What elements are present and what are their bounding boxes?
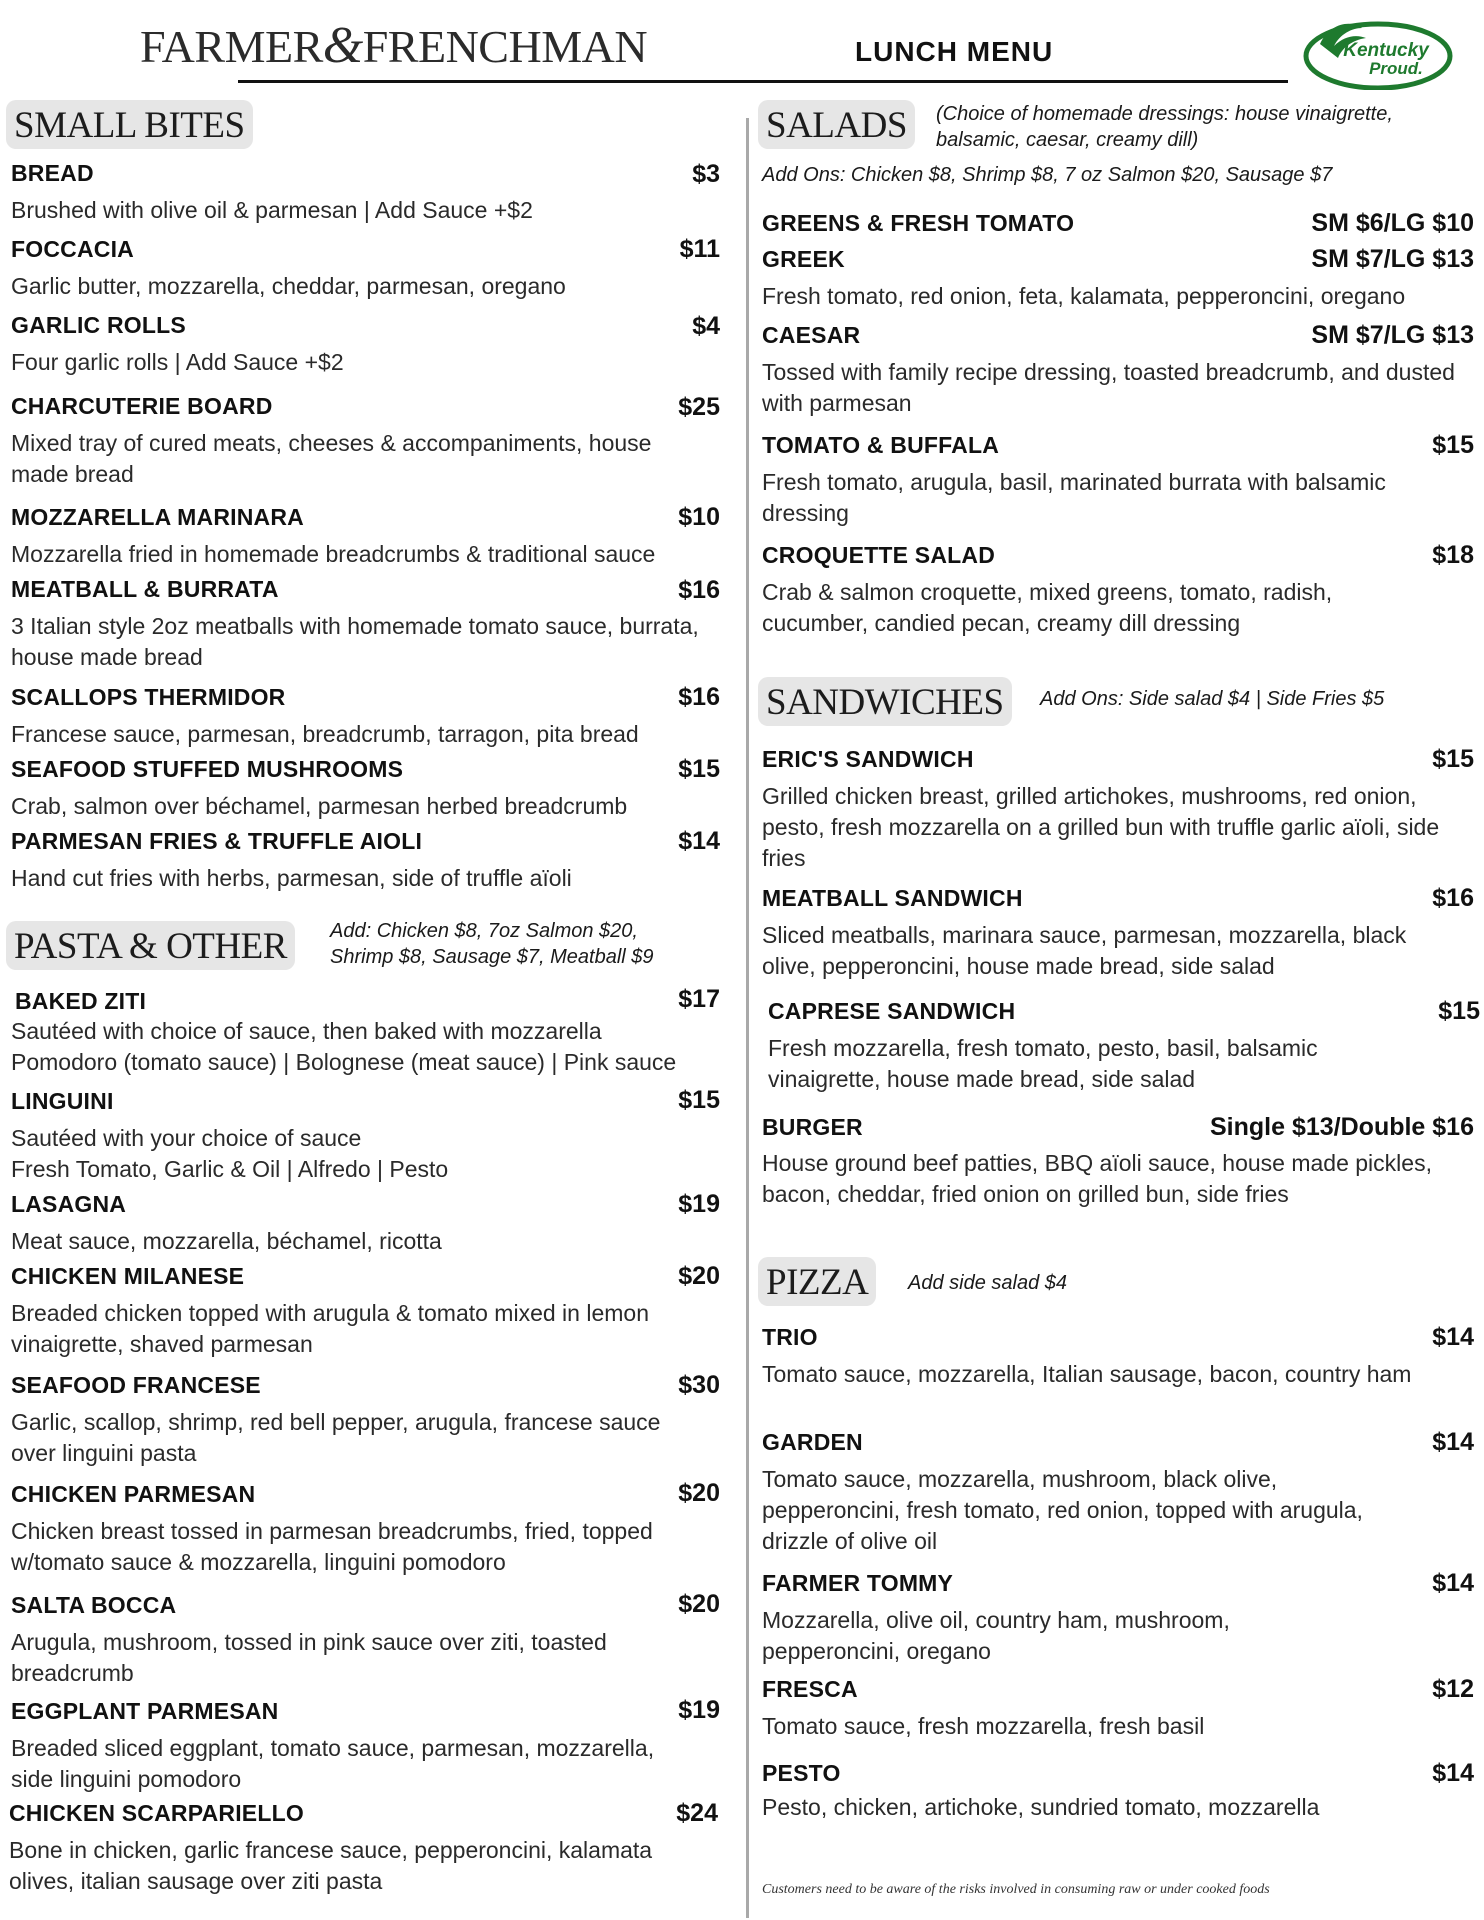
pizza-addons-note: Add side salad $4 [908,1272,1068,1294]
item-description: Chicken breast tossed in parmesan breadcrumbs, fried, topped w/tomato sauce & mozzarella, linguini pomodoro [11,1518,653,1575]
item-price: $14 [678,827,720,855]
item-price: $19 [678,1190,720,1218]
section-title-salads: SALADS [758,100,915,149]
item-price: $15 [1432,745,1474,773]
item-description: Mozzarella fried in homemade breadcrumbs & traditional sauce [11,541,656,567]
item-description: Hand cut fries with herbs, parmesan, side of truffle aïoli [11,865,572,891]
item-name: MOZZARELLA MARINARA [11,504,304,530]
brand-right: FRENCHMAN [362,21,648,72]
item-name: FARMER TOMMY [762,1570,954,1596]
item-description-options: Pomodoro (tomato sauce) | Bolognese (meat sauce) | Pink sauce [11,1049,677,1075]
item-name: CAESAR [762,322,861,348]
brand-left: FARMER [140,21,323,72]
item-description: Tomato sauce, mozzarella, mushroom, black olive, pepperoncini, fresh tomato, red onion, topped with arugula, drizzle of olive oil [762,1466,1363,1554]
item-name: CHICKEN MILANESE [11,1263,245,1289]
item-price: $15 [678,1086,720,1114]
item-description: Fresh tomato, red onion, feta, kalamata, pepperoncini, oregano [762,283,1406,309]
item-description: Fresh mozzarella, fresh tomato, pesto, basil, balsamic vinaigrette, house made bread, side salad [768,1035,1318,1092]
item-name: LINGUINI [11,1088,114,1114]
pasta-addons-note: Add: Chicken $8, 7oz Salmon $20, Shrimp $8, Sausage $7, Meatball $9 [330,920,654,968]
item-price: $16 [678,683,720,711]
item-description: Sliced meatballs, marinara sauce, parmesan, mozzarella, black olive, pepperoncini, house made bread, side salad [762,922,1407,979]
item-description: 3 Italian style 2oz meatballs with homemade tomato sauce, burrata, house made bread [11,613,699,670]
item-description: Pesto, chicken, artichoke, sundried tomato, mozzarella [762,1794,1320,1820]
item-name: MEATBALL & BURRATA [11,576,279,602]
item-name: CHARCUTERIE BOARD [11,393,273,419]
item-price: SM $7/LG $13 [1311,321,1474,349]
sandwiches-addons-note: Add Ons: Side salad $4 | Side Fries $5 [1040,688,1385,710]
item-price: $15 [1438,997,1480,1025]
item-name: TRIO [762,1324,818,1350]
item-name: CHICKEN SCARPARIELLO [9,1800,304,1826]
item-name: CAPRESE SANDWICH [768,998,1016,1024]
item-description: Tomato sauce, mozzarella, Italian sausage, bacon, country ham [762,1361,1412,1387]
salads-addons-note: Add Ons: Chicken $8, Shrimp $8, 7 oz Salmon $20, Sausage $7 [762,164,1333,186]
item-description: Bone in chicken, garlic francese sauce, pepperoncini, kalamata olives, italian sausage over ziti pasta [9,1837,653,1894]
item-description: Garlic, scallop, shrimp, red bell pepper, arugula, francese sauce over linguini pasta [11,1409,661,1466]
salads-dressing-note: (Choice of homemade dressings: house vinaigrette, balsamic, caesar, creamy dill) [936,103,1393,151]
item-price: $25 [678,393,720,421]
item-description: Tossed with family recipe dressing, toasted breadcrumb, and dusted with parmesan [762,359,1455,416]
item-name: FOCCACIA [11,236,134,262]
item-description: House ground beef patties, BBQ aïoli sauce, house made pickles, bacon, cheddar, fried onion on grilled bun, side fries [762,1150,1432,1207]
item-price: $11 [679,235,720,263]
brand-ampersand: & [322,17,363,74]
column-divider [746,118,749,1918]
item-name: PARMESAN FRIES & TRUFFLE AIOLI [11,828,423,854]
item-price: $3 [692,160,720,188]
item-price: $10 [678,503,720,531]
page-title: LUNCH MENU [855,36,1054,67]
item-price: $14 [1432,1759,1474,1787]
item-price: SM $7/LG $13 [1311,245,1474,273]
item-description: Tomato sauce, fresh mozzarella, fresh basil [762,1713,1205,1739]
item-price: $14 [1432,1428,1474,1456]
item-name: SCALLOPS THERMIDOR [11,684,286,710]
item-name: CHICKEN PARMESAN [11,1481,256,1507]
item-description: Mixed tray of cured meats, cheeses & accompaniments, house made bread [11,430,652,487]
item-price: $30 [678,1371,720,1399]
header-divider [238,80,1288,83]
logo-word-proud: Proud. [1369,59,1423,78]
item-name: GARDEN [762,1429,863,1455]
item-price: SM $6/LG $10 [1311,209,1474,237]
section-title-small-bites: SMALL BITES [6,100,253,149]
kentucky-proud-logo [1300,14,1455,90]
item-name: CROQUETTE SALAD [762,542,995,568]
item-name: BURGER [762,1114,863,1140]
item-price: $18 [1432,541,1474,569]
item-description: Four garlic rolls | Add Sauce +$2 [11,349,344,375]
item-description: Crab & salmon croquette, mixed greens, tomato, radish, cucumber, candied pecan, creamy dill dressing [762,579,1333,636]
item-description: Crab, salmon over béchamel, parmesan herbed breadcrumb [11,793,628,819]
item-price: $16 [678,576,720,604]
item-description: Arugula, mushroom, tossed in pink sauce over ziti, toasted breadcrumb [11,1629,607,1686]
item-description: Breaded sliced eggplant, tomato sauce, parmesan, mozzarella, side linguini pomodoro [11,1735,655,1792]
item-description: Mozzarella, olive oil, country ham, mushroom, pepperoncini, oregano [762,1607,1230,1664]
item-description-options: Fresh Tomato, Garlic & Oil | Alfredo | Pesto [11,1156,449,1182]
item-description: Brushed with olive oil & parmesan | Add Sauce +$2 [11,197,533,223]
logo-word-kentucky: Kentucky [1343,40,1429,61]
item-name: SEAFOOD STUFFED MUSHROOMS [11,756,404,782]
item-price: $12 [1432,1675,1474,1703]
item-name: PESTO [762,1760,841,1786]
item-name: SEAFOOD FRANCESE [11,1372,261,1398]
item-price: $19 [678,1696,720,1724]
item-name: BREAD [11,160,94,186]
item-name: GREENS & FRESH TOMATO [762,210,1075,236]
item-name: TOMATO & BUFFALA [762,432,1000,458]
item-description: Grilled chicken breast, grilled artichokes, mushrooms, red onion, pesto, fresh mozzarella on a grilled bun with truffle garlic aïoli, side fries [762,783,1440,871]
item-name: EGGPLANT PARMESAN [11,1698,279,1724]
item-price: $20 [678,1479,720,1507]
item-price: Single $13/Double $16 [1210,1113,1474,1141]
item-price: $20 [678,1262,720,1290]
item-price: $15 [1432,431,1474,459]
item-price: $14 [1432,1323,1474,1351]
item-name: ERIC'S SANDWICH [762,746,974,772]
item-price: $24 [676,1799,718,1827]
item-description: Breaded chicken topped with arugula & tomato mixed in lemon vinaigrette, shaved parmesan [11,1300,649,1357]
item-price: $15 [678,755,720,783]
item-name: BAKED ZITI [15,988,147,1014]
section-title-pizza: PIZZA [758,1257,876,1306]
section-title-pasta: PASTA & OTHER [6,921,295,970]
item-description: Francese sauce, parmesan, breadcrumb, tarragon, pita bread [11,721,639,747]
item-description: Meat sauce, mozzarella, béchamel, ricotta [11,1228,442,1254]
item-name: GREEK [762,246,845,272]
item-price: $14 [1432,1569,1474,1597]
item-price: $16 [1432,884,1474,912]
item-name: FRESCA [762,1676,858,1702]
item-description: Sautéed with your choice of sauce [11,1125,362,1151]
item-description: Fresh tomato, arugula, basil, marinated burrata with balsamic dressing [762,469,1386,526]
item-name: SALTA BOCCA [11,1592,177,1618]
item-name: GARLIC ROLLS [11,312,186,338]
section-title-sandwiches: SANDWICHES [758,677,1012,726]
item-price: $17 [678,985,720,1013]
item-price: $20 [678,1590,720,1618]
item-description: Garlic butter, mozzarella, cheddar, parmesan, oregano [11,273,566,299]
food-safety-disclaimer: Customers need to be aware of the risks involved in consuming raw or under cooked foods [762,1882,1270,1897]
item-description: Sautéed with choice of sauce, then baked with mozzarella [11,1018,602,1044]
item-name: MEATBALL SANDWICH [762,885,1023,911]
brand-wordmark [140,16,647,75]
item-name: LASAGNA [11,1191,127,1217]
item-price: $4 [692,312,720,340]
